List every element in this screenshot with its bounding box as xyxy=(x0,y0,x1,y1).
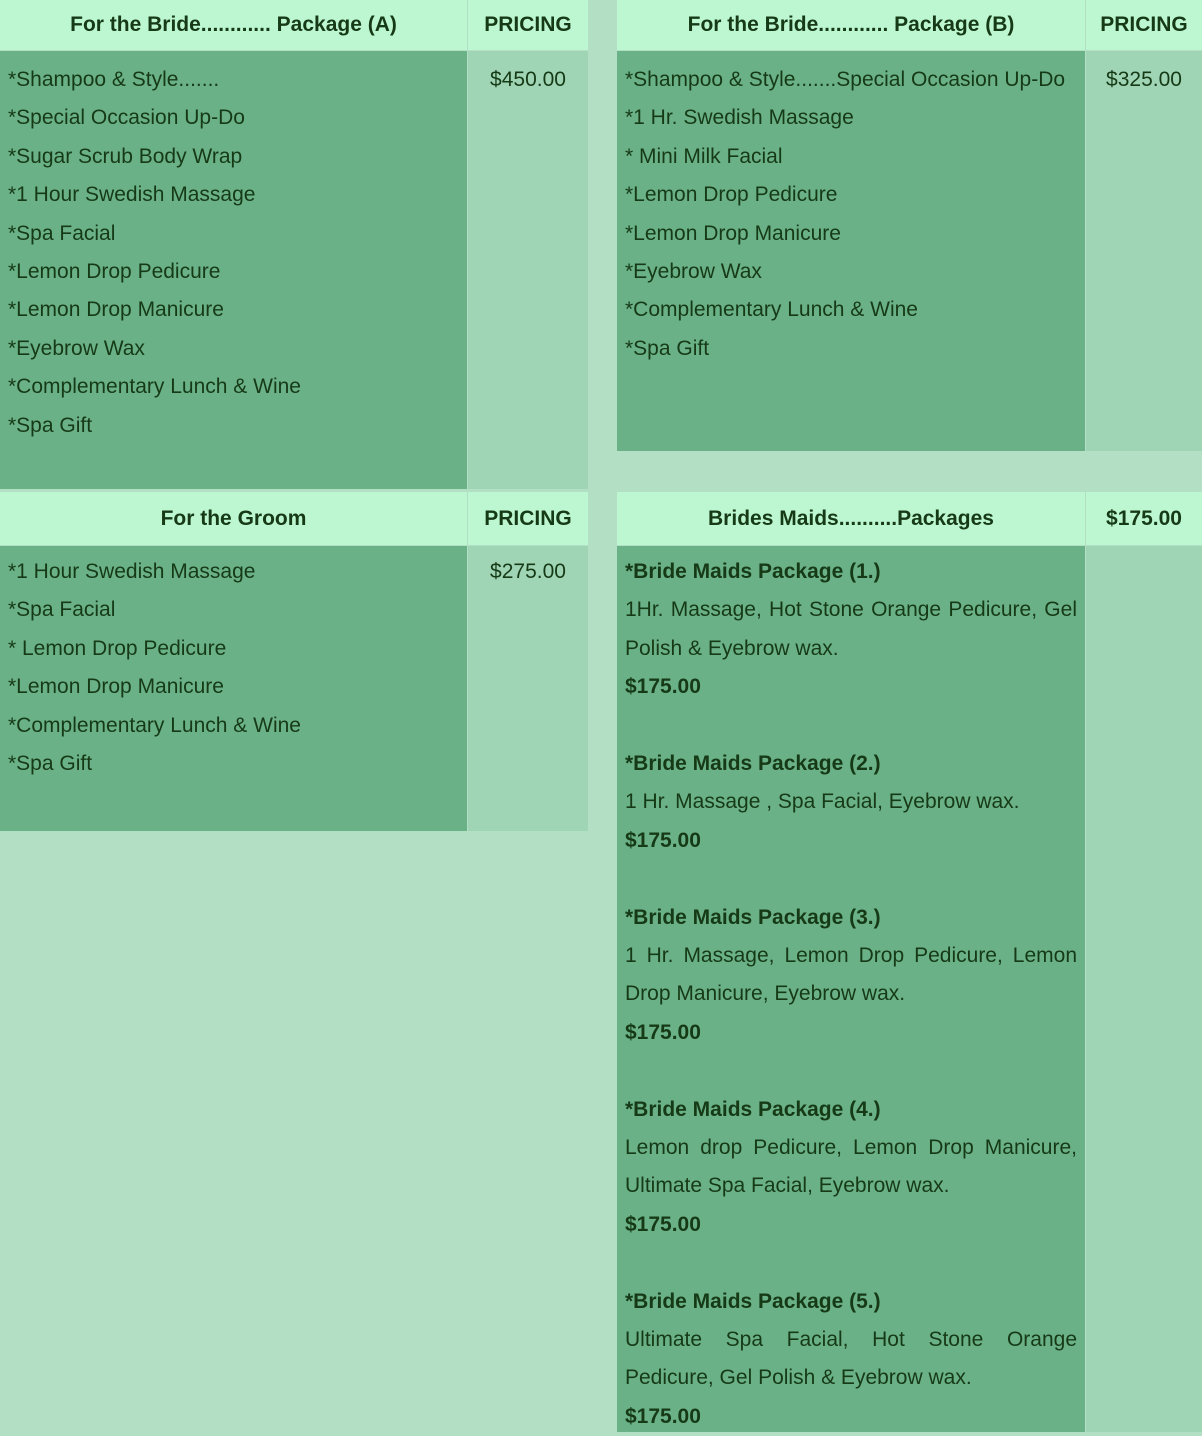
price-value: $450.00 xyxy=(490,68,566,91)
package-price: $175.00 xyxy=(625,1212,701,1236)
bride-maids-package xyxy=(625,899,1077,1053)
brides-maids-title: Brides Maids..........Packages xyxy=(617,492,1085,545)
package-price: $175.00 xyxy=(625,1404,701,1428)
bride-maids-package xyxy=(625,1091,1077,1245)
bride-package-a-title: For the Bride............ Package (A) xyxy=(0,0,467,50)
brides-maids-table xyxy=(617,492,1202,1432)
groom-package-pricing-header: PRICING xyxy=(468,492,588,545)
service-item: *Lemon Drop Manicure xyxy=(625,221,841,245)
service-item: *Spa Facial xyxy=(8,221,116,245)
package-description: 1Hr. Massage, Hot Stone Orange Pedicure, Gel Polish & Eyebrow wax. xyxy=(625,598,1077,660)
package-price: $175.00 xyxy=(625,1020,701,1044)
service-item: *Spa Facial xyxy=(8,598,116,622)
service-item: *Spa Gift xyxy=(625,336,710,360)
package-description: Lemon drop Pedicure, Lemon Drop Manicure, Ultimate Spa Facial, Eyebrow wax. xyxy=(625,1136,1077,1198)
bride-maids-package xyxy=(625,745,1077,860)
service-item: * Mini Milk Facial xyxy=(625,144,783,168)
service-item: *Eyebrow Wax xyxy=(8,336,145,360)
service-item: *Spa Gift xyxy=(8,413,93,437)
bride-maids-package xyxy=(625,1283,1077,1436)
bride-package-a-table xyxy=(0,0,588,489)
price-value: $325.00 xyxy=(1106,68,1182,91)
bride-package-b-services xyxy=(617,51,1085,451)
service-item: *Lemon Drop Pedicure xyxy=(8,260,221,284)
service-item: *1 Hour Swedish Massage xyxy=(8,560,256,583)
service-item: *Shampoo & Style....... xyxy=(8,68,220,91)
service-item: *Shampoo & Style.......Special Occasion Up-Do xyxy=(625,68,1066,91)
service-item: *Special Occasion Up-Do xyxy=(8,106,245,130)
bride-package-b-title: For the Bride............ Package (B) xyxy=(617,0,1085,50)
brides-maids-price-column xyxy=(1086,546,1202,1432)
price-value: $275.00 xyxy=(490,560,566,583)
brides-maids-packages xyxy=(617,546,1085,1432)
bride-package-b-price xyxy=(1086,51,1202,451)
package-title: *Bride Maids Package (4.) xyxy=(625,1097,881,1121)
service-item: *Sugar Scrub Body Wrap xyxy=(8,144,243,168)
package-title: *Bride Maids Package (3.) xyxy=(625,905,881,929)
package-title: *Bride Maids Package (5.) xyxy=(625,1289,881,1313)
groom-package-table xyxy=(0,492,588,831)
package-title: *Bride Maids Package (1.) xyxy=(625,560,881,583)
bride-package-a-services xyxy=(0,51,467,489)
package-title: *Bride Maids Package (2.) xyxy=(625,752,881,776)
package-price: $175.00 xyxy=(625,828,701,852)
package-description: Ultimate Spa Facial, Hot Stone Orange Pedicure, Gel Polish & Eyebrow wax. xyxy=(625,1328,1077,1390)
package-description: 1 Hr. Massage , Spa Facial, Eyebrow wax. xyxy=(625,790,1020,814)
service-item: *Complementary Lunch & Wine xyxy=(8,713,301,737)
service-item: *1 Hr. Swedish Massage xyxy=(625,106,854,130)
groom-package-services xyxy=(0,546,467,831)
brides-maids-header-price: $175.00 xyxy=(1086,492,1202,545)
service-item: * Lemon Drop Pedicure xyxy=(8,636,227,660)
bride-package-b-table xyxy=(617,0,1202,451)
groom-package-price xyxy=(468,546,588,831)
bride-maids-package xyxy=(625,553,1077,707)
bride-package-a-price xyxy=(468,51,588,489)
package-price: $175.00 xyxy=(625,675,701,699)
service-item: *Lemon Drop Manicure xyxy=(8,675,224,699)
service-item: *Complementary Lunch & Wine xyxy=(625,298,918,322)
service-item: *Lemon Drop Manicure xyxy=(8,298,224,322)
service-item: *Complementary Lunch & Wine xyxy=(8,375,301,399)
bride-package-a-pricing-header: PRICING xyxy=(468,0,588,50)
package-description: 1 Hr. Massage, Lemon Drop Pedicure, Lemon Drop Manicure, Eyebrow wax. xyxy=(625,944,1077,1006)
bride-package-b-pricing-header: PRICING xyxy=(1086,0,1202,50)
service-item: *Eyebrow Wax xyxy=(625,260,762,284)
service-item: *Spa Gift xyxy=(8,752,93,776)
service-item: *Lemon Drop Pedicure xyxy=(625,183,838,207)
service-item: *1 Hour Swedish Massage xyxy=(8,183,256,207)
groom-package-title: For the Groom xyxy=(0,492,467,545)
